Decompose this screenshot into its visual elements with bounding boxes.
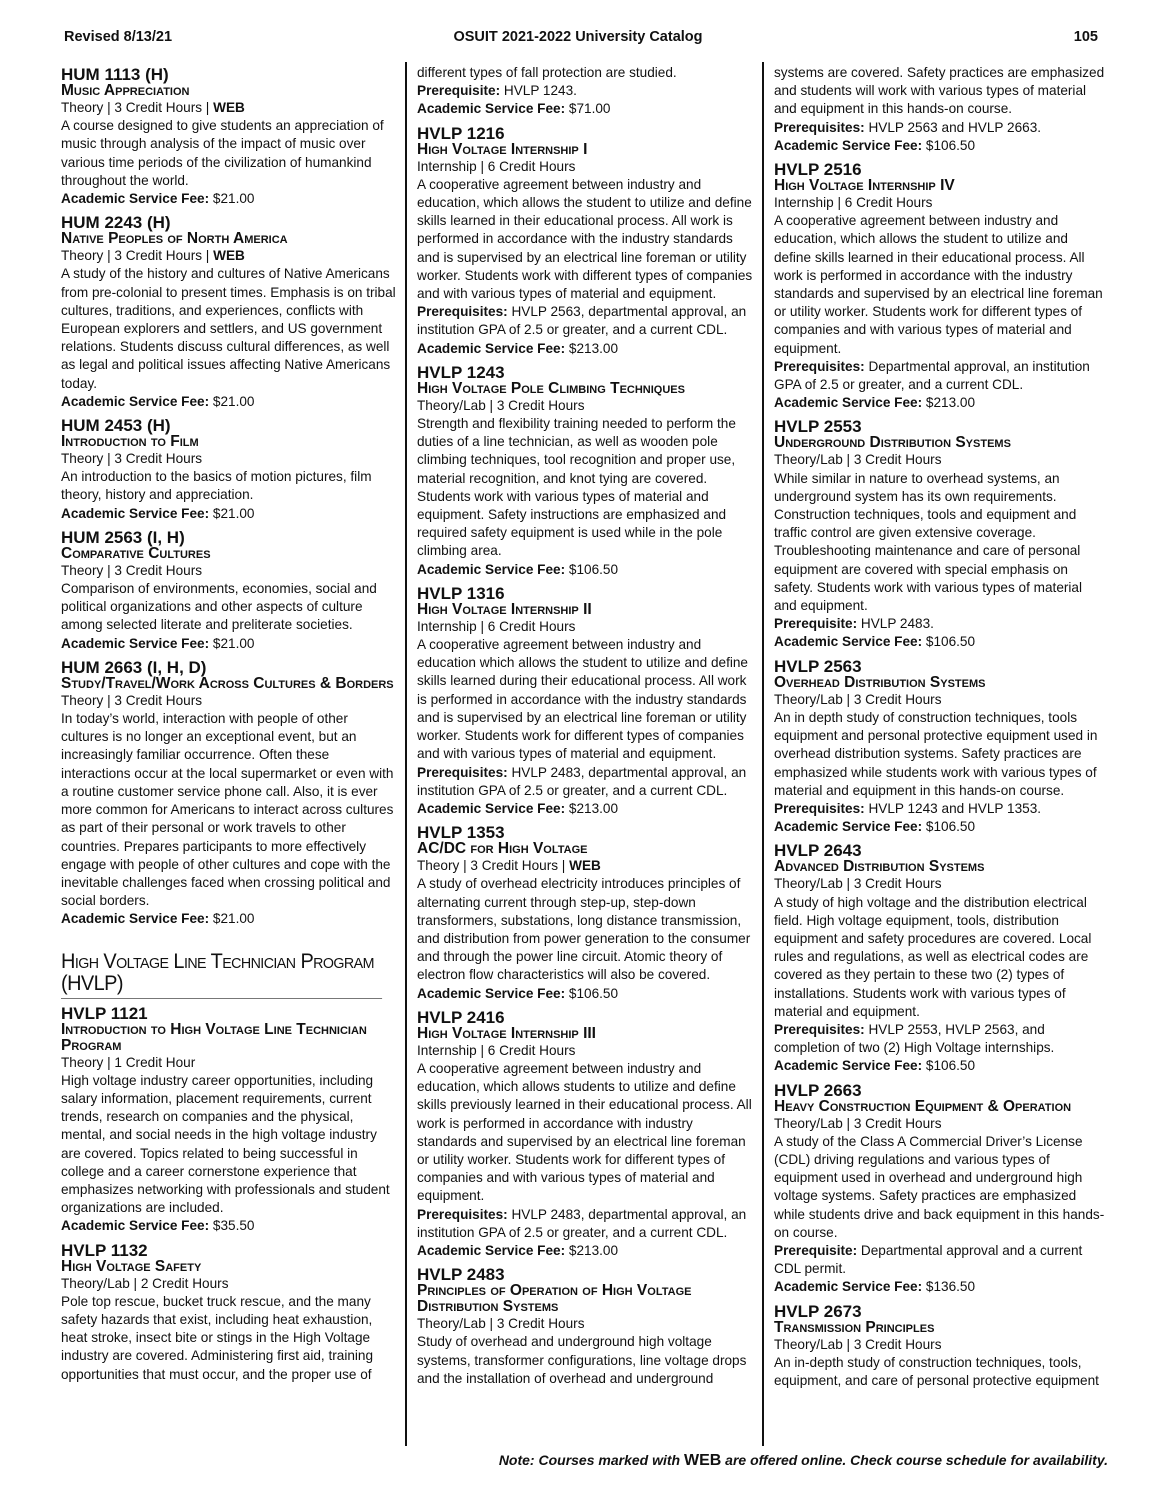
prerequisites: [774, 119, 1108, 137]
prereq-label: Prerequisites:: [774, 119, 865, 135]
fee-label: Academic Service Fee:: [417, 561, 566, 577]
course-description: In today’s world, interaction with people of other cultures is no longer an exceptional event, but an increasingly familiar occurrence. Often these interactions occur at the local supermarket or even with a routine customer service phone call. Also, it is ever more common for Americans to interact across cultures as part of their personal or work travels to other countries. Prepares participants to more effectively engage with people of other cultures and cope with the inevitable challenges faced when crossing political and social borders.: [61, 711, 394, 909]
prereq-text: HVLP 2563, departmental approval, an institution GPA of 2.5 or greater, and a current CDL.: [417, 304, 747, 338]
course-type-hours: Theory | 3 Credit Hours: [61, 692, 203, 708]
prereq-label: Prerequisites:: [417, 304, 508, 320]
course-type-hours: Theory/Lab | 3 Credit Hours: [774, 691, 942, 707]
course-code: HVLP 2643: [774, 841, 862, 861]
fee-label: Academic Service Fee:: [417, 1242, 566, 1258]
prereq-label: Prerequisites:: [417, 764, 508, 780]
course-type-hours: Theory | 3 Credit Hours: [61, 451, 203, 467]
course-description: A cooperative agreement between industry and education which allows the student to utilize and define skills learned during their educational process. All work is performed in accordance with the industry standards and is supervised by an electrical line foreman or utility worker. Students work for different types of companies and with various types of material and equipment.: [417, 637, 748, 762]
course-meta: [774, 691, 1108, 709]
fee-amount: $21.00: [212, 393, 255, 409]
course-code: HVLP 2416: [417, 1007, 505, 1027]
section-heading: High Voltage Line Technician Program (HVLP): [61, 951, 382, 999]
footer-note: [499, 1452, 1108, 1470]
course-meta: [417, 1315, 755, 1333]
course-meta: [774, 451, 1108, 469]
course-meta: [61, 450, 399, 468]
course-entry: [774, 418, 1108, 651]
column-3: [774, 64, 1108, 1396]
prerequisites: [774, 1242, 1108, 1278]
course-entry: [417, 1266, 755, 1388]
course-type-hours: Internship | 6 Credit Hours: [417, 158, 576, 174]
course-title: Overhead Distribution Systems: [774, 673, 986, 691]
course-description: Pole top rescue, bucket truck rescue, and the many safety hazards that exist, including heat exhaustion, heat stroke, insect bite or stings in the High Voltage industry are covered. Administering first aid, training opportunities that must occur, and the proper use of: [61, 1293, 374, 1382]
web-badge: WEB: [213, 100, 245, 115]
course-title: High Voltage Internship I: [417, 140, 588, 158]
course-title: Native Peoples of North America: [61, 230, 288, 248]
prereq-label: Prerequisite:: [774, 1242, 858, 1258]
course-entry: [61, 214, 399, 411]
service-fee: [417, 100, 755, 118]
course-type-hours: Theory | 3 Credit Hours: [417, 858, 559, 874]
fee-amount: $106.50: [568, 985, 619, 1001]
course-title: High Voltage Internship IV: [774, 177, 955, 195]
course-meta: [774, 875, 1108, 893]
revised-date: Revised 8/13/21: [64, 29, 173, 45]
course-type-hours: Theory/Lab | 3 Credit Hours: [774, 1115, 942, 1131]
prerequisites: [417, 1206, 755, 1242]
fee-label: Academic Service Fee:: [417, 985, 566, 1001]
prereq-label: Prerequisite:: [417, 83, 501, 99]
course-description: While similar in nature to overhead systems, an underground system has its own requirements. Construction techniques, tools and equipment and traffic control are given extensive coverage. Troubleshooting maintenance and care of personal equipment are covered with special emphasis on safety. Students work with various types of material and equipment.: [774, 470, 1083, 614]
course-continuation: [774, 64, 1108, 155]
course-title: Study/Travel/Work Across Cultures & Borders: [61, 674, 394, 692]
fee-label: Academic Service Fee:: [417, 800, 566, 816]
service-fee: [417, 1242, 755, 1260]
course-code: HVLP 2553: [774, 417, 862, 437]
service-fee: [774, 1057, 1108, 1075]
course-meta: Theory | 3 Credit Hours | WEB: [417, 858, 601, 874]
fee-amount: $106.50: [925, 819, 976, 835]
service-fee: [417, 985, 755, 1003]
course-title: Introduction to High Voltage Line Technician Program: [61, 1020, 367, 1054]
course-type-hours: Theory | 3 Credit Hours: [61, 562, 203, 578]
web-badge: WEB: [213, 248, 245, 264]
course-code: HVLP 1243: [417, 362, 505, 382]
prerequisites: [774, 800, 1108, 818]
course-type-hours: Theory/Lab | 2 Credit Hours: [61, 1275, 229, 1291]
course-entry: [417, 1009, 755, 1260]
course-code: HVLP 2483: [417, 1265, 505, 1285]
course-meta: [774, 1336, 1108, 1354]
course-title: High Voltage Safety: [61, 1257, 202, 1275]
prereq-text: HVLP 2563 and HVLP 2663.: [868, 119, 1042, 135]
course-entry: [61, 1005, 399, 1236]
prereq-label: Prerequisites:: [774, 800, 865, 816]
prereq-text: HVLP 2553, HVLP 2563, and completion of two (2) High Voltage internships.: [774, 1021, 1055, 1056]
fee-label: Academic Service Fee:: [61, 191, 210, 207]
course-description: A cooperative agreement between industry and education, which allows the student to utilize and define skills learned in their educational process. All work is performed in accordance with the industry standards and supervised by an electrical line foreman or utility worker. Students work for different types of companies and with various types of material and equipment.: [774, 213, 1103, 356]
course-description: A study of the Class A Commercial Driver’s License (CDL) driving regulations and various types of equipment used in overhead and underground high voltage systems. Safety practices are emphasized while students drive and back equipment in this hands-on course.: [774, 1133, 1105, 1240]
fee-label: Academic Service Fee:: [417, 340, 566, 356]
fee-label: Academic Service Fee:: [61, 635, 210, 651]
fee-amount: $213.00: [568, 340, 619, 356]
course-entry: [61, 659, 399, 929]
column-2: [417, 64, 755, 1394]
course-code: HUM 2563 (I, H): [61, 527, 185, 547]
prereq-text: HVLP 1243.: [503, 83, 577, 99]
page-number: 105: [1073, 29, 1098, 45]
service-fee: [61, 910, 399, 928]
fee-amount: $35.50: [212, 1218, 255, 1234]
fee-amount: $136.50: [925, 1279, 976, 1295]
course-entry: [774, 842, 1108, 1075]
course-code: HVLP 2663: [774, 1080, 862, 1100]
course-title: AC/DC for High Voltage: [417, 840, 588, 858]
fee-amount: $21.00: [212, 635, 255, 651]
fee-label: Academic Service Fee:: [774, 395, 923, 411]
fee-amount: $106.50: [925, 634, 976, 650]
course-title: Music Appreciation: [61, 82, 190, 99]
course-entry: [774, 658, 1108, 837]
course-description: An introduction to the basics of motion pictures, film theory, history and appreciation.: [61, 469, 372, 503]
course-title: Comparative Cultures: [61, 544, 211, 562]
fee-amount: $213.00: [568, 1242, 619, 1258]
prereq-label: Prerequisites:: [417, 1206, 508, 1222]
course-entry: [774, 1082, 1108, 1297]
service-fee: [774, 137, 1108, 155]
course-description: Study of overhead and underground high voltage systems, transformer configurations, line voltage drops and the installation of overhead and underground: [417, 1334, 747, 1386]
course-title: Underground Distribution Systems: [774, 434, 1011, 452]
service-fee: [61, 505, 399, 523]
course-code: HUM 1113 (H): [61, 65, 169, 84]
web-label: WEB: [683, 1452, 722, 1469]
course-title: Principles of Operation of High Voltage Distribution Systems: [417, 1282, 692, 1316]
service-fee: [417, 800, 755, 818]
course-meta: [417, 397, 755, 415]
course-description: different types of fall protection are studied.: [417, 65, 677, 80]
course-title: Introduction to Film: [61, 433, 199, 451]
course-description: An in-depth study of construction techniques, tools, equipment, and care of personal protective equipment: [774, 1354, 1099, 1388]
course-type-hours: Theory/Lab | 3 Credit Hours: [774, 876, 942, 892]
fee-label: Academic Service Fee:: [61, 911, 210, 927]
prereq-label: Prerequisite:: [774, 616, 858, 632]
catalog-title: OSUIT 2021-2022 University Catalog: [453, 29, 703, 45]
service-fee: [774, 633, 1108, 651]
course-description: systems are covered. Safety practices are emphasized and students will work with various types of material and equipment in this hands-on course.: [774, 65, 1105, 117]
prereq-text: Departmental approval, an institution GPA of 2.5 or greater, and a current CDL.: [774, 358, 1090, 393]
course-meta: [417, 1042, 755, 1060]
course-entry: [61, 1242, 399, 1384]
course-description: A study of high voltage and the distribution electrical field. High voltage equipment, tools, distribution equipment and safety procedures are covered. Local rules and regulations, as well as electrical codes are covered as they pertain to these two (2) types of installations. Students work with various types of material and equipment.: [774, 894, 1092, 1019]
service-fee: [417, 561, 755, 579]
course-title: Transmission Principles: [774, 1318, 935, 1336]
course-code: HVLP 2673: [774, 1301, 862, 1321]
course-entry: [417, 824, 755, 1003]
course-description: High voltage industry career opportunities, including salary information, placement requirements, current trends, research on companies and the physical, mental, and social needs in the high voltage industry are covered. Topics related to being successful in college and a career cornerstone experience that emphasizes networking with professionals and student organizations are included.: [61, 1072, 390, 1216]
course-meta: [61, 692, 399, 710]
course-meta: [61, 1054, 399, 1072]
course-type-hours: Theory/Lab | 3 Credit Hours: [417, 397, 585, 413]
fee-amount: $213.00: [568, 800, 619, 816]
service-fee: [417, 340, 755, 358]
fee-amount: $106.50: [925, 1058, 976, 1074]
course-entry: [774, 1303, 1108, 1391]
service-fee: [774, 394, 1108, 412]
prerequisites: [774, 1021, 1108, 1057]
column-divider: [762, 62, 764, 1446]
course-description: An in depth study of construction techniques, tools equipment and personal protective equipment used in overhead distribution systems. Safety practices are emphasized while students work with various types of material and equipment in this hands-on course.: [774, 709, 1098, 798]
fee-label: Academic Service Fee:: [61, 1218, 210, 1234]
course-description: Comparison of environments, economies, social and political organizations and other aspects of culture among selected literate and preliterate societies.: [61, 581, 377, 633]
course-code: HUM 2243 (H): [61, 213, 171, 233]
prereq-text: HVLP 1243 and HVLP 1353.: [868, 800, 1042, 816]
course-type-hours: Internship | 6 Credit Hours: [417, 618, 576, 634]
course-type-hours: Theory/Lab | 3 Credit Hours: [417, 1316, 585, 1332]
prereq-text: HVLP 2483, departmental approval, an institution GPA of 2.5 or greater, and a current CDL.: [417, 764, 747, 798]
course-type-hours: Theory/Lab | 3 Credit Hours: [774, 452, 942, 468]
note-text: Note: Courses marked with: [498, 1452, 684, 1468]
fee-label: Academic Service Fee:: [417, 101, 566, 117]
course-title: Advanced Distribution Systems: [774, 858, 985, 876]
web-badge: WEB: [569, 858, 601, 874]
course-description: A course designed to give students an appreciation of music through analysis of the impact of music over various time periods of the civilization of humankind throughout the world.: [61, 118, 384, 188]
course-type-hours: Theory | 3 Credit Hours: [61, 100, 203, 115]
course-meta: [61, 562, 399, 580]
note-text: are offered online. Check course schedule for availability.: [721, 1452, 1108, 1468]
course-type-hours: Theory | 3 Credit Hours: [61, 248, 203, 264]
course-type-hours: Theory/Lab | 3 Credit Hours: [774, 1336, 942, 1352]
course-title: Heavy Construction Equipment & Operation: [774, 1097, 1072, 1115]
fee-label: Academic Service Fee:: [774, 1058, 923, 1074]
fee-label: Academic Service Fee:: [774, 137, 923, 153]
prereq-text: Departmental approval and a current CDL permit.: [774, 1242, 1083, 1277]
course-title: High Voltage Pole Climbing Techniques: [417, 379, 685, 397]
course-code: HVLP 1121: [61, 1003, 148, 1023]
fee-amount: $21.00: [212, 505, 255, 521]
fee-label: Academic Service Fee:: [774, 634, 923, 650]
prerequisites: [774, 615, 1108, 633]
course-continuation: [417, 64, 755, 119]
course-entry: [61, 417, 399, 523]
course-description: A cooperative agreement between industry and education, which allows the student to utilize and define skills learned in their educational process. All work is performed in accordance with the industry standards and is supervised by an electrical line foreman or utility worker. Students work with different types of companies and with various types of material and equipment.: [417, 176, 753, 302]
course-type-hours: Theory | 1 Credit Hour: [61, 1054, 196, 1070]
course-meta: [774, 194, 1108, 212]
fee-amount: $71.00: [568, 101, 611, 117]
fee-amount: $106.50: [925, 137, 976, 153]
course-code: HVLP 2563: [774, 656, 862, 676]
course-code: HVLP 1132: [61, 1240, 148, 1260]
prereq-text: HVLP 2483, departmental approval, an institution GPA of 2.5 or greater, and a current CDL.: [417, 1206, 747, 1240]
course-code: HVLP 1316: [417, 583, 505, 603]
service-fee: [774, 1278, 1108, 1296]
course-meta: Theory | 3 Credit Hours | WEB: [61, 100, 245, 115]
course-entry: [417, 125, 755, 358]
prerequisites: [417, 764, 755, 800]
course-description: A study of overhead electricity introduces principles of alternating current through step-up, step-down transformers, substations, long distance transmission, and distribution from power generation to the consumer and through the power line circuit. Atomic theory of electron flow characteristics will also be covered.: [417, 876, 751, 983]
service-fee: [61, 393, 399, 411]
fee-label: Academic Service Fee:: [774, 819, 923, 835]
fee-amount: $213.00: [925, 395, 976, 411]
fee-amount: $106.50: [568, 561, 619, 577]
course-entry: [417, 364, 755, 579]
service-fee: [61, 190, 399, 208]
fee-label: Academic Service Fee:: [61, 393, 210, 409]
service-fee: [61, 635, 399, 653]
course-title: High Voltage Internship II: [417, 600, 592, 618]
course-code: HVLP 1216: [417, 123, 505, 143]
fee-label: Academic Service Fee:: [61, 505, 210, 521]
prereq-label: Prerequisites:: [774, 1021, 865, 1037]
course-description: Strength and flexibility training needed to perform the duties of a line technician, as well as wooden pole climbing techniques, tool recognition and proper use, material recognition, and knot tying are covered. Students work with various types of material and equipment. Safety instructions are emphasized and required safety equipment is used while in the pole climbing area.: [417, 416, 736, 559]
course-entry: [61, 66, 399, 208]
course-meta: Theory | 3 Credit Hours | WEB: [61, 248, 245, 264]
course-description: A cooperative agreement between industry and education, which allows students to utilize and define skills previously learned in their educational process. All work is performed in accordance with industry standards and supervised by an electrical line foreman or utility worker. Students work for different types of companies and with various types of material and equipment.: [417, 1060, 752, 1204]
fee-amount: $21.00: [212, 191, 255, 207]
course-entry: [61, 529, 399, 653]
fee-amount: $21.00: [212, 911, 255, 927]
course-description: A study of the history and cultures of Native Americans from pre-colonial to present times. Emphasis is on tribal cultures, traditions, and experiences, conflicts with European explorers and settlers, and US government relations. Students discuss cultural differences, as well as legal and political issues affecting Native Americans today.: [61, 266, 396, 391]
course-type-hours: Internship | 6 Credit Hours: [774, 195, 933, 211]
course-code: HUM 2663 (I, H, D): [61, 657, 207, 677]
prerequisites: [417, 303, 755, 339]
column-1: [61, 64, 399, 1390]
prereq-text: HVLP 2483.: [860, 616, 934, 632]
prereq-label: Prerequisites:: [774, 358, 865, 374]
course-meta: [417, 618, 755, 636]
course-title: High Voltage Internship III: [417, 1024, 596, 1042]
course-meta: [417, 158, 755, 176]
course-meta: [774, 1115, 1108, 1133]
course-code: HUM 2453 (H): [61, 416, 171, 436]
course-entry: [417, 585, 755, 818]
fee-label: Academic Service Fee:: [774, 1279, 923, 1295]
service-fee: [774, 818, 1108, 836]
prerequisites: [774, 358, 1108, 394]
column-divider: [405, 62, 407, 1446]
prerequisites: [417, 82, 755, 100]
course-type-hours: Internship | 6 Credit Hours: [417, 1042, 576, 1058]
course-code: HVLP 1353: [417, 823, 505, 843]
course-meta: [61, 1275, 399, 1293]
course-code: HVLP 2516: [774, 160, 862, 180]
course-entry: [774, 161, 1108, 412]
service-fee: [61, 1217, 399, 1235]
